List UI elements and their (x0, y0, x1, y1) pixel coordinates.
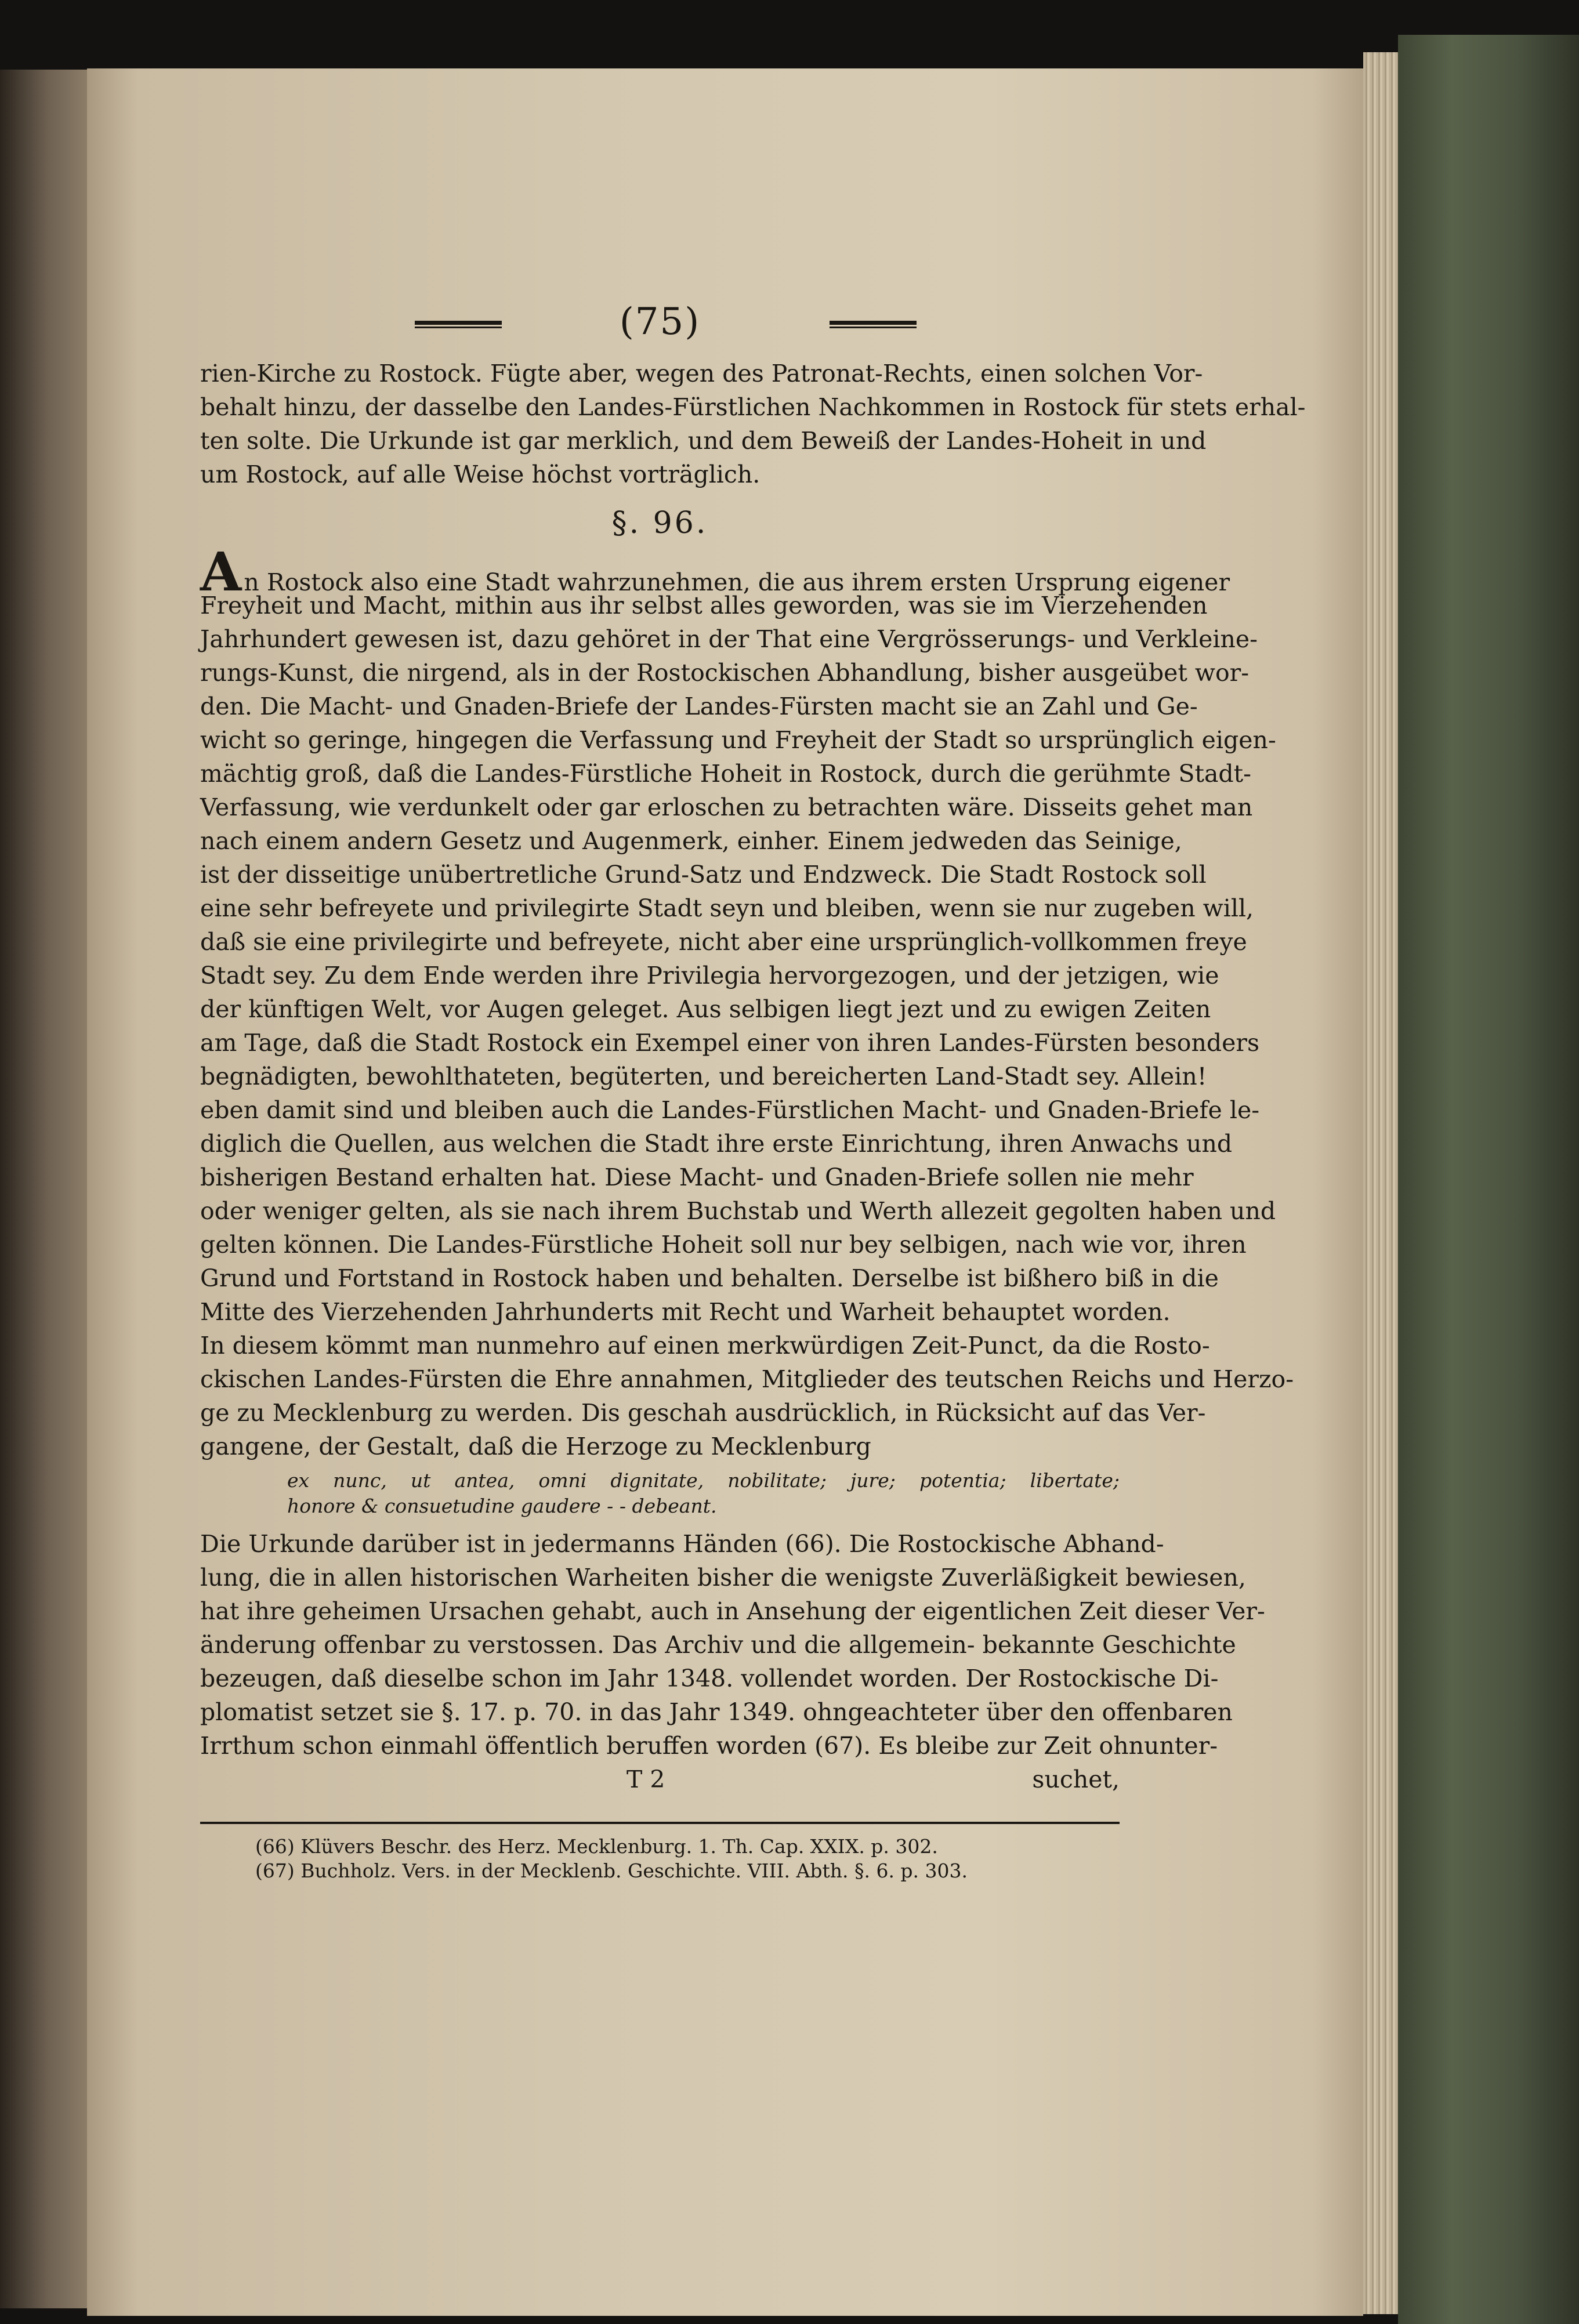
text-line: bezeugen, daß dieselbe schon im Jahr 1348. vollendet worden. Der Rostockische Di- (200, 1665, 1219, 1692)
text-line: n Rostock also eine Stadt wahrzunehmen, die aus ihrem ersten Ursprung eigener (244, 568, 1230, 596)
text-line: um Rostock, auf alle Weise höchst vorträglich. (200, 461, 760, 488)
text-line: ge zu Mecklenburg zu werden. Dis geschah ausdrücklich, in Rücksicht auf das Ver- (200, 1399, 1206, 1427)
text-line: ist der disseitige unübertretliche Grund-Satz und Endzweck. Die Stadt Rostock soll (200, 861, 1207, 889)
page-footer-line (200, 1763, 1120, 1796)
page-header (200, 299, 1120, 345)
text-line: am Tage, daß die Stadt Rostock ein Exempel einer von ihren Landes-Fürsten besonders (200, 1029, 1260, 1057)
footnote: (66) Klüvers Beschr. des Herz. Mecklenburg. 1. Th. Cap. XXIX. p. 302. (255, 1835, 938, 1858)
text-line: ckischen Landes-Fürsten die Ehre annahmen, Mitglieder des teutschen Reichs und Herzo- (200, 1365, 1294, 1393)
catchword: suchet, (1032, 1765, 1120, 1793)
section-heading: §. 96. (611, 506, 708, 541)
page-number: (75) (619, 300, 701, 343)
text-line: Irrthum schon einmahl öffentlich beruffen worden (67). Es bleibe zur Zeit ohnunter- (200, 1732, 1218, 1760)
quotation-line: honore & consuetudine gaudere - - debeant. (287, 1495, 717, 1517)
text-line: wicht so geringe, hingegen die Verfassung und Freyheit der Stadt so ursprünglich eigen- (200, 726, 1276, 754)
text-line: plomatist setzet sie §. 17. p. 70. in das Jahr 1349. ohngeachteter über den offenbaren (200, 1698, 1233, 1726)
footnotes (200, 1834, 1120, 1883)
text-line: ten solte. Die Urkunde ist gar merklich, und dem Beweiß der Landes-Hoheit in und (200, 427, 1207, 455)
page-stack-edge (1363, 52, 1398, 2314)
facing-page-edge (0, 70, 87, 2308)
text-line: rungs-Kunst, die nirgend, als in der Rostockischen Abhandlung, bisher ausgeübet wor- (200, 659, 1250, 687)
latin-quotation (200, 1463, 1120, 1527)
text-line: oder weniger gelten, als sie nach ihrem Buchstab und Werth allezeit gegolten haben und (200, 1197, 1276, 1225)
text-line: behalt hinzu, der dasselbe den Landes-Fürstlichen Nachkommen in Rostock für stets erhal- (200, 393, 1306, 421)
text-line: der künftigen Welt, vor Augen geleget. Aus selbigen liegt jezt und zu ewigen Zeiten (200, 995, 1211, 1023)
continuation-paragraph (200, 357, 1306, 491)
text-line: eben damit sind und bleiben auch die Landes-Fürstlichen Macht- und Gnaden-Briefe le- (200, 1096, 1260, 1124)
text-line: Jahrhundert gewesen ist, dazu gehöret in der That eine Vergrösserungs- und Verkleine- (200, 625, 1258, 653)
text-line: Freyheit und Macht, mithin aus ihr selbst alles geworden, was sie im Vierzehenden (200, 592, 1208, 619)
text-line: Verfassung, wie verdunkelt oder gar erloschen zu betrachten wäre. Disseits gehet man (200, 793, 1253, 821)
signature-mark: T 2 (626, 1765, 665, 1793)
text-line: Grund und Fortstand in Rostock haben und behalten. Derselbe ist bißhero biß in die (200, 1264, 1219, 1292)
body-text (200, 357, 1306, 1883)
text-line: den. Die Macht- und Gnaden-Briefe der Landes-Fürsten macht sie an Zahl und Ge- (200, 693, 1198, 720)
book-cover (1398, 35, 1579, 2324)
text-line: eine sehr befreyete und privilegirte Stadt seyn und bleiben, wenn sie nur zugeben will, (200, 894, 1254, 922)
text-line-with-initial (200, 541, 1230, 603)
text-line: änderung offenbar zu verstossen. Das Archiv und die allgemein- bekannte Geschichte (200, 1631, 1236, 1659)
text-line: In diesem kömmt man nunmehro auf einen merkwürdigen Zeit-Punct, da die Rosto- (200, 1332, 1210, 1359)
footnote-rule (200, 1822, 1120, 1824)
text-line: Stadt sey. Zu dem Ende werden ihre Privilegia hervorgezogen, und der jetzigen, wie (200, 962, 1219, 989)
text-line: daß sie eine privilegirte und befreyete, nicht aber eine ursprünglich-vollkommen freye (200, 928, 1247, 956)
text-line: hat ihre geheimen Ursachen gehabt, auch in Ansehung der eigentlichen Zeit dieser Ver- (200, 1597, 1265, 1625)
drop-initial: A (200, 541, 242, 603)
text-line: begnädigten, bewohlthateten, begüterten, und bereicherten Land-Stadt sey. Allein! (200, 1063, 1207, 1090)
closing-paragraph (200, 1527, 1265, 1763)
footnote: (67) Buchholz. Vers. in der Mecklenb. Geschichte. VIII. Abth. §. 6. p. 303. (255, 1859, 968, 1882)
quotation-line: ex nunc, ut antea, omni dignitate, nobilitate; jure; potentia; libertate; (287, 1469, 1120, 1492)
text-line: rien-Kirche zu Rostock. Fügte aber, wegen des Patronat-Rechts, einen solchen Vor- (200, 360, 1203, 387)
text-line: Mitte des Vierzehenden Jahrhunderts mit Recht und Warheit behauptet worden. (200, 1298, 1171, 1326)
text-line: lung, die in allen historischen Warheiten bisher die wenigste Zuverläßigkeit bewiesen, (200, 1564, 1246, 1591)
text-line: gangene, der Gestalt, daß die Herzoge zu Mecklenburg (200, 1433, 871, 1460)
text-line: diglich die Quellen, aus welchen die Stadt ihre erste Einrichtung, ihren Anwachs und (200, 1130, 1233, 1158)
text-line: bisherigen Bestand erhalten hat. Diese Macht- und Gnaden-Briefe sollen nie mehr (200, 1163, 1194, 1191)
text-line: mächtig groß, daß die Landes-Fürstliche Hoheit in Rostock, durch die gerühmte Stadt- (200, 760, 1252, 788)
text-line: nach einem andern Gesetz und Augenmerk, einher. Einem jedweden das Seinige, (200, 827, 1182, 855)
section-paragraph (200, 541, 1294, 1463)
text-line: Die Urkunde darüber ist in jedermanns Händen (66). Die Rostockische Abhand- (200, 1530, 1164, 1558)
header-rule-right (830, 321, 917, 328)
text-line: gelten können. Die Landes-Fürstliche Hoheit soll nur bey selbigen, nach wie vor, ihren (200, 1231, 1247, 1259)
